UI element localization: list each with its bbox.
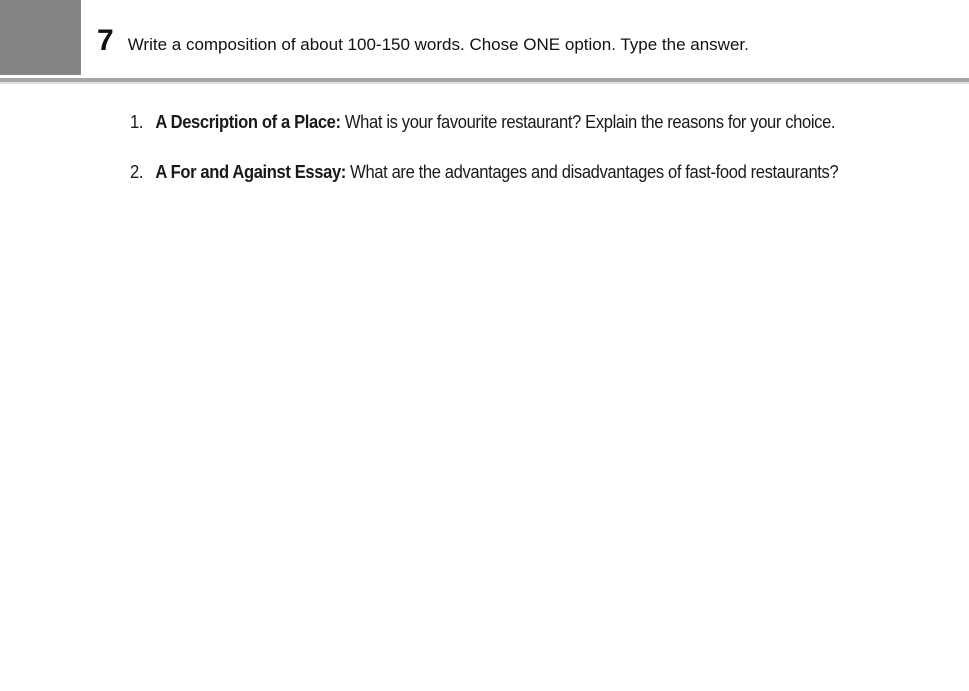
header-divider-shadow [0, 82, 969, 84]
option-list [130, 110, 900, 184]
option-prompt: What are the advantages and disadvantages of fast-food restaurants? [350, 162, 839, 182]
task-number: 7 [97, 24, 114, 57]
option-type: A For and Against Essay: [155, 162, 351, 182]
option-type: A Description of a Place: [155, 112, 345, 132]
task-header [97, 24, 749, 58]
option-prompt: What is your favourite restaurant? Explain the reasons for your choice. [344, 112, 836, 132]
task-instruction: Write a composition of about 100-150 words. Chose ONE option. Type the answer. [127, 35, 749, 54]
option-number: 1. [130, 112, 144, 132]
header-grey-block [0, 0, 81, 75]
option-number: 2. [130, 162, 144, 182]
option-item-1 [130, 110, 838, 134]
option-item-2 [130, 160, 838, 184]
